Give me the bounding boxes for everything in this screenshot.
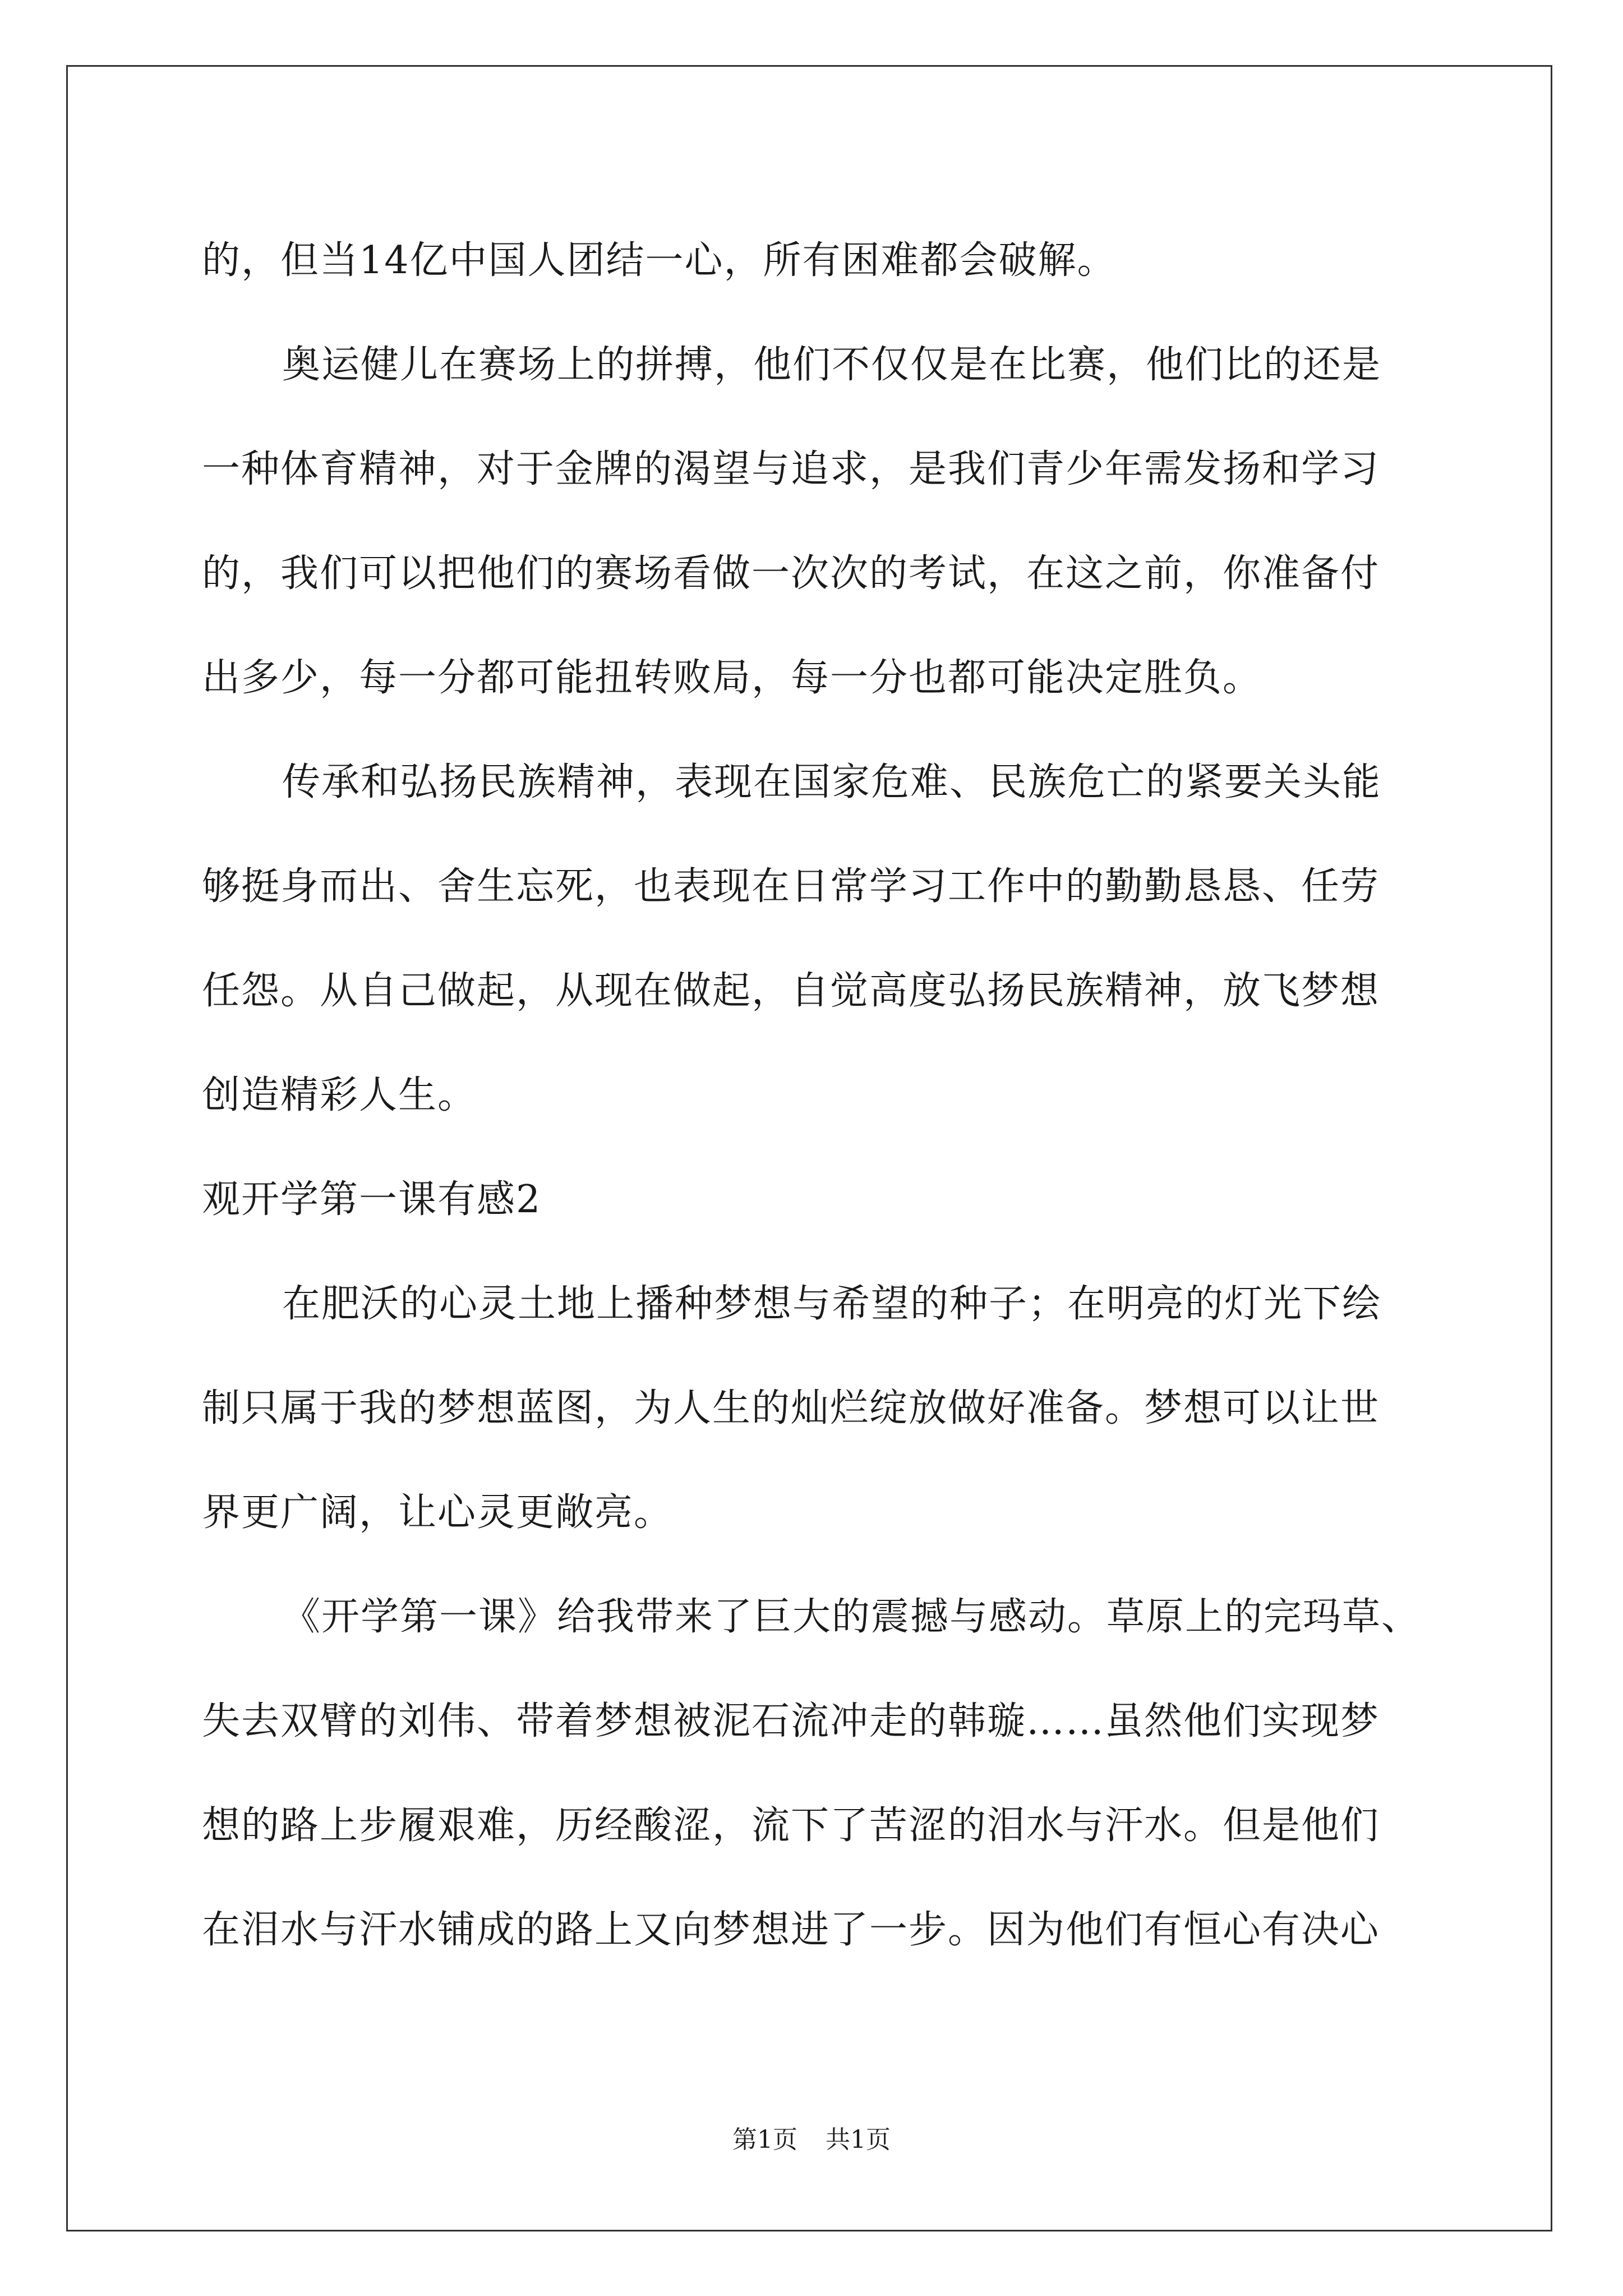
text-line: 制只属于我的梦想蓝图，为人生的灿烂绽放做好准备。梦想可以让世 [202, 1386, 1380, 1430]
page-number: 第1页 [732, 2125, 797, 2154]
page-total: 共1页 [826, 2125, 891, 2154]
text-line: 的，我们可以把他们的赛场看做一次次的考试，在这之前，你准备付 [202, 551, 1380, 596]
text-line: 的，但当14亿中国人团结一心，所有困难都会破解。 [202, 238, 1117, 283]
text-line: 出多少，每一分都可能扭转败局，每一分也都可能决定胜负。 [202, 656, 1262, 700]
text-line: 够挺身而出、舍生忘死，也表现在日常学习工作中的勤勤恳恳、任劳 [202, 864, 1380, 909]
text-line: 界更广阔，让心灵更敞亮。 [202, 1490, 674, 1535]
text-line: 《开学第一课》给我带来了巨大的震撼与感动。草原上的完玛草、 [282, 1595, 1421, 1639]
text-line: 失去双臂的刘伟、带着梦想被泥石流冲走的韩璇……虽然他们实现梦 [202, 1699, 1380, 1743]
text-line: 奥运健儿在赛场上的拼搏，他们不仅仅是在比赛，他们比的还是 [282, 343, 1382, 387]
text-line: 任怨。从自己做起，从现在做起，自觉高度弘扬民族精神，放飞梦想 [202, 969, 1380, 1013]
document-body [202, 209, 1436, 1982]
text-line: 在泪水与汗水铺成的路上又向梦想进了一步。因为他们有恒心有决心 [202, 1908, 1380, 1952]
text-line: 传承和弘扬民族精神，表现在国家危难、民族危亡的紧要关头能 [282, 760, 1382, 804]
section-heading: 观开学第一课有感2 [202, 1177, 542, 1222]
page-footer [0, 2123, 1623, 2157]
text-line: 想的路上步履艰难，历经酸涩，流下了苦涩的泪水与汗水。但是他们 [202, 1803, 1380, 1848]
text-line: 创造精彩人生。 [202, 1073, 477, 1117]
text-line: 在肥沃的心灵土地上播种梦想与希望的种子；在明亮的灯光下绘 [282, 1282, 1382, 1326]
text-line: 一种体育精神，对于金牌的渴望与追求，是我们青少年需发扬和学习 [202, 447, 1380, 491]
